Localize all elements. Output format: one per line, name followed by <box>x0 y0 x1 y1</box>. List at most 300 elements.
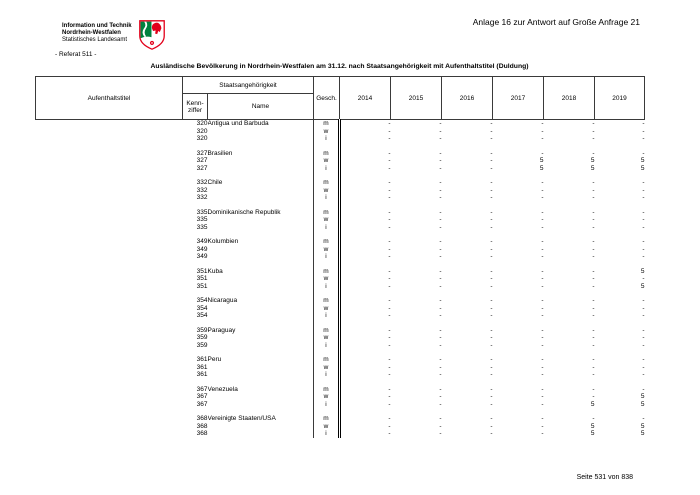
value-2018-cell: - <box>592 385 595 393</box>
value-2018-cell: - <box>592 127 595 135</box>
value-2015-cell: - <box>439 208 442 216</box>
kennziffer-cell: 351 <box>196 282 208 290</box>
value-2018-cell: - <box>592 304 595 312</box>
value-2016-cell: - <box>490 120 493 127</box>
kennziffer-cell: 327 <box>196 164 208 172</box>
value-2016-cell: - <box>490 371 493 378</box>
value-2016-cell: - <box>490 422 493 430</box>
value-2018-cell: - <box>592 356 595 363</box>
kennziffer-cell: 367 <box>196 385 208 393</box>
value-2016-cell: - <box>490 127 493 135</box>
value-2018-cell: - <box>592 238 595 245</box>
table-row <box>36 261 645 276</box>
value-2018-cell: - <box>592 297 595 304</box>
value-2019-cell: - <box>642 238 645 245</box>
value-2014-cell: - <box>388 385 391 393</box>
kennziffer-cell: 354 <box>196 312 208 319</box>
value-2015-cell: - <box>439 400 442 408</box>
agency-line1: Information und Technik <box>62 23 132 29</box>
name-cell <box>208 312 314 320</box>
value-2017-cell: - <box>541 186 544 194</box>
value-2014-cell: - <box>388 275 391 282</box>
col-header-year-2018: 2018 <box>544 77 595 120</box>
value-2019-cell: - <box>642 216 645 223</box>
name-cell <box>208 334 314 342</box>
value-2017-cell: - <box>541 245 544 253</box>
name-cell: Venezuela <box>208 379 314 394</box>
kennziffer-cell: 354 <box>196 304 208 312</box>
value-2015-cell: - <box>439 371 442 378</box>
value-2014-cell: - <box>388 304 391 312</box>
value-2019-cell: - <box>642 223 645 231</box>
value-2016-cell: - <box>490 149 493 157</box>
name-cell <box>208 305 314 313</box>
value-2018-cell: - <box>592 334 595 341</box>
value-2014-cell: - <box>388 341 391 349</box>
kennziffer-cell: 368 <box>196 415 208 422</box>
table-row <box>36 283 645 291</box>
geschlecht-cell: i <box>314 224 340 232</box>
value-2015-cell: - <box>439 326 442 334</box>
kennziffer-cell: 349 <box>196 245 208 253</box>
value-2016-cell: - <box>490 194 493 201</box>
value-2016-cell: - <box>490 312 493 319</box>
value-2016-cell: - <box>490 238 493 245</box>
kennziffer-cell: 327 <box>196 149 208 157</box>
value-2017-cell: - <box>541 312 544 319</box>
value-2015-cell: - <box>439 304 442 312</box>
value-2018-cell: - <box>592 393 595 400</box>
table-row <box>36 312 645 320</box>
name-cell <box>208 364 314 372</box>
agency-line3: Statistisches Landesamt <box>62 37 128 43</box>
value-2015-cell: - <box>439 238 442 245</box>
value-2016-cell: - <box>490 356 493 363</box>
value-2015-cell: - <box>439 120 442 127</box>
table-row <box>36 305 645 313</box>
aufenthaltstitel-cell <box>36 275 183 283</box>
aufenthaltstitel-cell <box>36 312 183 320</box>
name-cell <box>208 371 314 379</box>
table-row <box>36 393 645 401</box>
table-row <box>36 231 645 246</box>
value-2017-cell: - <box>541 282 544 290</box>
kennziffer-cell: 359 <box>196 326 208 334</box>
value-2014-cell: - <box>388 312 391 319</box>
geschlecht-cell: m <box>314 408 340 423</box>
kennziffer-cell: 349 <box>196 238 208 245</box>
value-2014-cell: - <box>388 356 391 363</box>
name-cell <box>208 224 314 232</box>
value-2015-cell: - <box>439 186 442 194</box>
kennziffer-cell: 368 <box>196 430 208 437</box>
value-2014-cell: - <box>388 194 391 201</box>
aufenthaltstitel-cell <box>36 261 183 276</box>
name-cell <box>208 128 314 136</box>
name-cell <box>208 246 314 254</box>
geschlecht-cell: w <box>314 275 340 283</box>
table-row <box>36 224 645 232</box>
name-cell: Nicaragua <box>208 290 314 305</box>
value-2015-cell: - <box>439 430 442 437</box>
table-row <box>36 334 645 342</box>
value-2016-cell: - <box>490 275 493 282</box>
value-2017-cell: - <box>541 179 544 186</box>
value-2017-cell: - <box>541 430 544 437</box>
value-2016-cell: - <box>490 430 493 437</box>
geschlecht-cell: w <box>314 305 340 313</box>
name-cell <box>208 135 314 143</box>
geschlecht-cell: m <box>314 172 340 187</box>
value-2017-cell: - <box>541 267 544 275</box>
value-2018-cell: - <box>592 245 595 253</box>
value-2019-cell: - <box>642 253 645 260</box>
value-2015-cell: - <box>439 253 442 260</box>
statistics-table <box>35 76 645 438</box>
value-2014-cell: - <box>388 179 391 186</box>
kennziffer-cell: 367 <box>196 393 208 400</box>
value-2016-cell: - <box>490 186 493 194</box>
value-2017-cell: - <box>541 334 544 341</box>
name-cell <box>208 187 314 195</box>
aufenthaltstitel-cell <box>36 401 183 409</box>
value-2014-cell: - <box>388 297 391 304</box>
aufenthaltstitel-cell <box>36 157 183 165</box>
value-2016-cell: - <box>490 400 493 408</box>
geschlecht-cell: i <box>314 312 340 320</box>
value-2016-cell: - <box>490 253 493 260</box>
value-2014-cell: - <box>388 149 391 157</box>
table-row <box>36 135 645 143</box>
kennziffer-cell: 354 <box>196 297 208 304</box>
value-2019-cell: - <box>642 194 645 201</box>
aufenthaltstitel-cell <box>36 334 183 342</box>
value-2018-cell: - <box>592 267 595 275</box>
name-cell <box>208 342 314 350</box>
kennziffer-cell: 332 <box>196 194 208 201</box>
value-2016-cell: - <box>490 341 493 349</box>
aufenthaltstitel-cell <box>36 187 183 195</box>
value-2014-cell: - <box>388 363 391 371</box>
value-2014-cell: - <box>388 267 391 275</box>
value-2019-cell: - <box>642 275 645 282</box>
value-2019-cell: 5 <box>640 393 645 400</box>
value-2014-cell: - <box>388 186 391 194</box>
table-row <box>36 342 645 350</box>
value-2019-cell: - <box>642 415 645 422</box>
value-2017-cell: - <box>541 422 544 430</box>
name-cell: Paraguay <box>208 320 314 335</box>
value-2019-cell: 5 <box>640 430 645 437</box>
value-2018-cell: - <box>592 282 595 290</box>
value-2019-cell: - <box>642 149 645 157</box>
value-2018-cell: - <box>592 194 595 201</box>
geschlecht-cell: i <box>314 283 340 291</box>
value-2019-cell: 5 <box>640 400 645 408</box>
value-2018-cell: - <box>592 120 595 127</box>
value-2014-cell: - <box>388 238 391 245</box>
value-2018-cell: 5 <box>590 422 595 430</box>
value-2015-cell: - <box>439 179 442 186</box>
value-2016-cell: - <box>490 282 493 290</box>
value-2017-cell: - <box>541 304 544 312</box>
kennziffer-cell: 359 <box>196 334 208 341</box>
value-2014-cell: - <box>388 400 391 408</box>
value-2017-cell: - <box>541 363 544 371</box>
name-cell <box>208 430 314 438</box>
name-cell: Brasilien <box>208 143 314 158</box>
kennziffer-cell: 335 <box>196 208 208 216</box>
value-2015-cell: - <box>439 312 442 319</box>
table-row <box>36 423 645 431</box>
kennziffer-cell: 327 <box>196 157 208 164</box>
value-2017-cell: - <box>541 400 544 408</box>
kennziffer-cell: 349 <box>196 253 208 260</box>
table-row <box>36 187 645 195</box>
value-2017-cell: - <box>541 208 544 216</box>
value-2019-cell: - <box>642 371 645 378</box>
value-2014-cell: - <box>388 282 391 290</box>
name-cell: Vereinigte Staaten/USA <box>208 408 314 423</box>
table-row <box>36 253 645 261</box>
table-row <box>36 275 645 283</box>
geschlecht-cell: w <box>314 364 340 372</box>
value-2016-cell: - <box>490 164 493 172</box>
value-2019-cell: - <box>642 363 645 371</box>
aufenthaltstitel-cell <box>36 172 183 187</box>
table-row <box>36 246 645 254</box>
aufenthaltstitel-cell <box>36 379 183 394</box>
value-2017-cell: - <box>541 238 544 245</box>
value-2017-cell: - <box>541 127 544 135</box>
value-2016-cell: - <box>490 208 493 216</box>
kennziffer-cell: 335 <box>196 223 208 231</box>
kennziffer-cell: 367 <box>196 400 208 408</box>
geschlecht-cell: m <box>314 320 340 335</box>
value-2015-cell: - <box>439 275 442 282</box>
value-2014-cell: - <box>388 223 391 231</box>
table-row <box>36 143 645 158</box>
value-2016-cell: - <box>490 223 493 231</box>
value-2019-cell: - <box>642 135 645 142</box>
table-row <box>36 128 645 136</box>
geschlecht-cell: m <box>314 120 340 128</box>
table-row <box>36 157 645 165</box>
table-row <box>36 202 645 217</box>
value-2014-cell: - <box>388 422 391 430</box>
geschlecht-cell: i <box>314 253 340 261</box>
value-2018-cell: - <box>592 216 595 223</box>
name-cell <box>208 401 314 409</box>
geschlecht-cell: i <box>314 430 340 438</box>
value-2015-cell: - <box>439 267 442 275</box>
aufenthaltstitel-cell <box>36 283 183 291</box>
name-cell <box>208 253 314 261</box>
table-row <box>36 401 645 409</box>
name-cell: Peru <box>208 349 314 364</box>
value-2015-cell: - <box>439 334 442 341</box>
aufenthaltstitel-cell <box>36 143 183 158</box>
value-2018-cell: - <box>592 363 595 371</box>
value-2019-cell: 5 <box>640 157 645 164</box>
value-2017-cell: - <box>541 371 544 378</box>
anlage-label: Anlage 16 zur Antwort auf Große Anfrage 21 <box>472 17 640 27</box>
name-cell <box>208 423 314 431</box>
geschlecht-cell: i <box>314 165 340 173</box>
geschlecht-cell: i <box>314 135 340 143</box>
value-2016-cell: - <box>490 216 493 223</box>
kennziffer-line2: ziffer <box>188 106 202 114</box>
value-2016-cell: - <box>490 267 493 275</box>
aufenthaltstitel-cell <box>36 423 183 431</box>
value-2014-cell: - <box>388 415 391 422</box>
value-2016-cell: - <box>490 157 493 164</box>
aufenthaltstitel-cell <box>36 349 183 364</box>
col-header-geschlecht: Gesch. <box>314 77 340 120</box>
value-2017-cell: - <box>541 216 544 223</box>
aufenthaltstitel-cell <box>36 231 183 246</box>
value-2018-cell: - <box>592 371 595 378</box>
aufenthaltstitel-cell <box>36 371 183 379</box>
value-2018-cell: - <box>592 149 595 157</box>
aufenthaltstitel-cell <box>36 135 183 143</box>
value-2014-cell: - <box>388 430 391 437</box>
aufenthaltstitel-cell <box>36 408 183 423</box>
kennziffer-cell: 320 <box>196 120 208 127</box>
value-2016-cell: - <box>490 297 493 304</box>
col-header-year-2019: 2019 <box>595 77 645 120</box>
value-2017-cell: 5 <box>539 157 544 164</box>
table-row <box>36 379 645 394</box>
value-2014-cell: - <box>388 326 391 334</box>
table-row <box>36 172 645 187</box>
col-header-kennziffer <box>183 94 208 120</box>
geschlecht-cell: i <box>314 401 340 409</box>
value-2014-cell: - <box>388 253 391 260</box>
value-2016-cell: - <box>490 326 493 334</box>
col-header-year-2014: 2014 <box>340 77 391 120</box>
value-2016-cell: - <box>490 363 493 371</box>
value-2015-cell: - <box>439 194 442 201</box>
aufenthaltstitel-cell <box>36 320 183 335</box>
value-2015-cell: - <box>439 223 442 231</box>
col-header-name: Name <box>208 94 314 120</box>
agency-line2: Nordrhein-Westfalen <box>62 30 121 36</box>
geschlecht-cell: w <box>314 423 340 431</box>
geschlecht-cell: m <box>314 143 340 158</box>
value-2019-cell: - <box>642 385 645 393</box>
value-2015-cell: - <box>439 341 442 349</box>
value-2016-cell: - <box>490 135 493 142</box>
value-2019-cell: - <box>642 245 645 253</box>
col-header-year-2015: 2015 <box>391 77 442 120</box>
aufenthaltstitel-cell <box>36 305 183 313</box>
value-2015-cell: - <box>439 282 442 290</box>
name-cell: Kuba <box>208 261 314 276</box>
name-cell <box>208 393 314 401</box>
value-2019-cell: 5 <box>640 422 645 430</box>
value-2018-cell: - <box>592 341 595 349</box>
value-2019-cell: - <box>642 304 645 312</box>
geschlecht-cell: w <box>314 187 340 195</box>
table-header <box>36 77 645 120</box>
value-2019-cell: - <box>642 356 645 363</box>
kennziffer-cell: 332 <box>196 179 208 186</box>
value-2014-cell: - <box>388 135 391 142</box>
value-2019-cell: 5 <box>640 164 645 172</box>
value-2014-cell: - <box>388 371 391 378</box>
value-2019-cell: - <box>642 186 645 194</box>
aufenthaltstitel-cell <box>36 364 183 372</box>
geschlecht-cell: w <box>314 157 340 165</box>
name-cell: Antigua und Barbuda <box>208 120 314 128</box>
page-number-label: Seite 531 von 838 <box>576 474 633 481</box>
value-2017-cell: - <box>541 253 544 260</box>
table-row <box>36 120 645 128</box>
kennziffer-cell: 332 <box>196 186 208 194</box>
value-2016-cell: - <box>490 393 493 400</box>
kennziffer-cell: 351 <box>196 267 208 275</box>
value-2019-cell: 5 <box>640 282 645 290</box>
value-2018-cell: - <box>592 186 595 194</box>
value-2017-cell: - <box>541 120 544 127</box>
value-2014-cell: - <box>388 334 391 341</box>
agency-block <box>62 23 132 44</box>
kennziffer-cell: 320 <box>196 135 208 142</box>
table-row <box>36 320 645 335</box>
value-2019-cell: - <box>642 208 645 216</box>
geschlecht-cell: w <box>314 334 340 342</box>
value-2017-cell: - <box>541 356 544 363</box>
value-2016-cell: - <box>490 179 493 186</box>
aufenthaltstitel-cell <box>36 165 183 173</box>
aufenthaltstitel-cell <box>36 253 183 261</box>
geschlecht-cell: w <box>314 393 340 401</box>
value-2015-cell: - <box>439 245 442 253</box>
value-2018-cell: - <box>592 179 595 186</box>
value-2014-cell: - <box>388 127 391 135</box>
value-2015-cell: - <box>439 164 442 172</box>
table-row <box>36 290 645 305</box>
value-2014-cell: - <box>388 216 391 223</box>
name-cell <box>208 157 314 165</box>
value-2017-cell: - <box>541 415 544 422</box>
value-2015-cell: - <box>439 385 442 393</box>
value-2018-cell: - <box>592 275 595 282</box>
value-2018-cell: - <box>592 415 595 422</box>
value-2019-cell: - <box>642 334 645 341</box>
value-2019-cell: - <box>642 312 645 319</box>
value-2016-cell: - <box>490 304 493 312</box>
col-header-aufenthaltstitel: Aufenthaltstitel <box>36 77 183 120</box>
aufenthaltstitel-cell <box>36 120 183 128</box>
value-2018-cell: - <box>592 326 595 334</box>
value-2019-cell: - <box>642 297 645 304</box>
value-2014-cell: - <box>388 208 391 216</box>
geschlecht-cell: i <box>314 371 340 379</box>
value-2016-cell: - <box>490 334 493 341</box>
value-2018-cell: - <box>592 223 595 231</box>
value-2019-cell: 5 <box>640 267 645 275</box>
aufenthaltstitel-cell <box>36 194 183 202</box>
value-2019-cell: - <box>642 179 645 186</box>
table-row <box>36 216 645 224</box>
value-2018-cell: 5 <box>590 430 595 437</box>
name-cell: Kolumbien <box>208 231 314 246</box>
kennziffer-line1: Kenn- <box>186 99 204 107</box>
value-2014-cell: - <box>388 120 391 127</box>
geschlecht-cell: w <box>314 128 340 136</box>
